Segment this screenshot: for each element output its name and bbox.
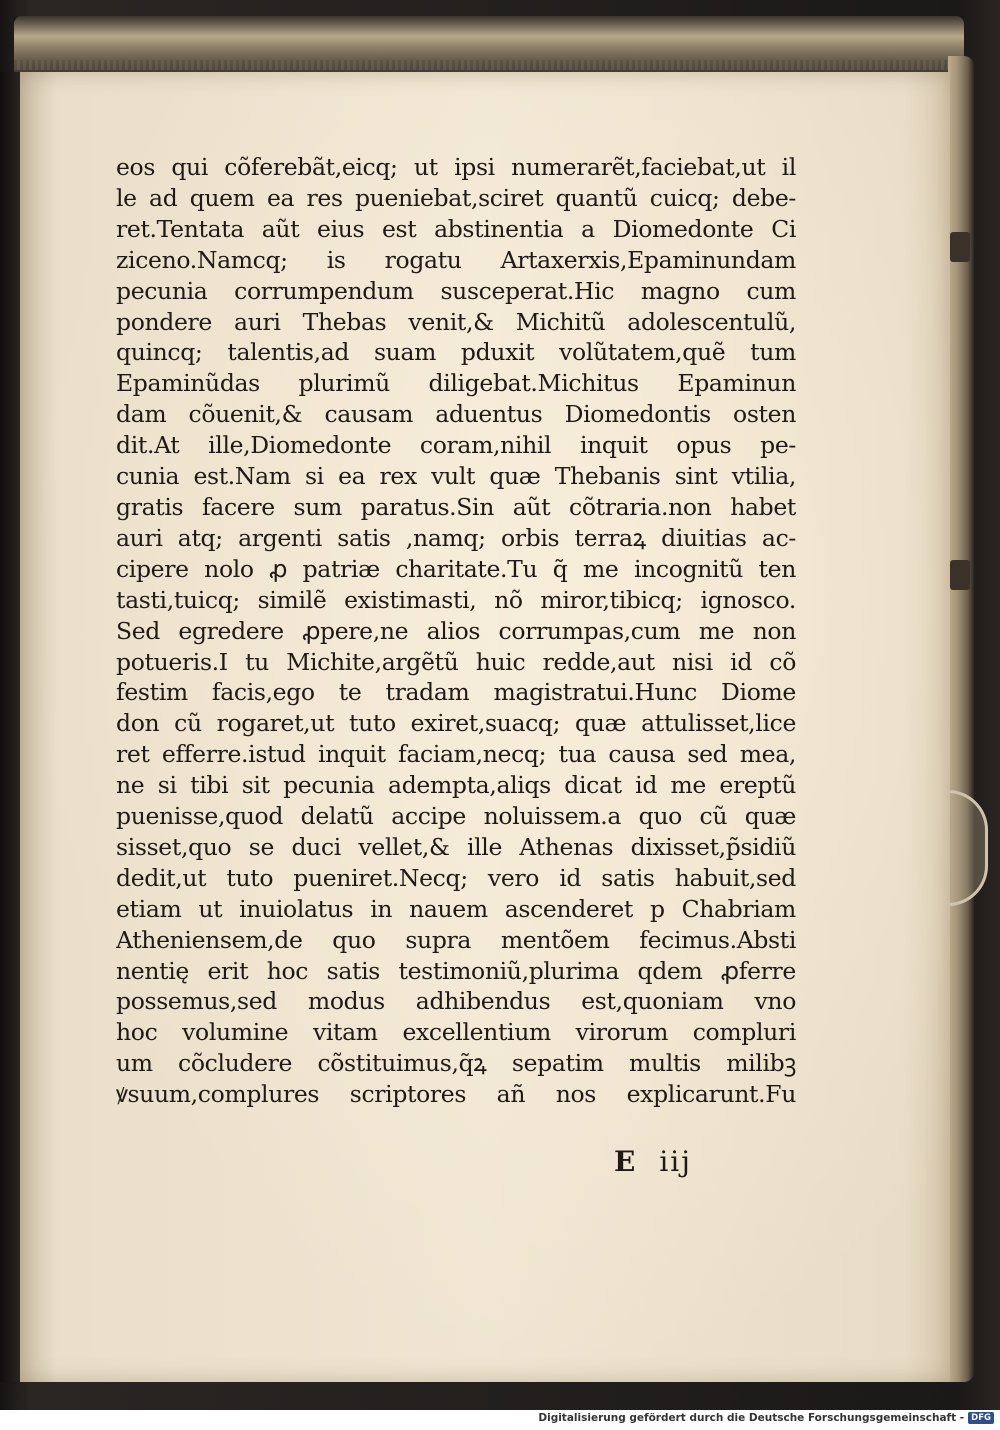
text-line: Epaminũdas plurimũ diligebat.Michitus Epaminun	[116, 369, 796, 398]
text-line: auri atq; argenti satis ,namq; orbis terraꝝ diuitias ac-	[116, 523, 796, 552]
text-line: quincq; talentis,ad suam pduxit volũtatem,quẽ tum	[116, 338, 796, 367]
book-top-edge	[14, 16, 964, 74]
page-tab-marker	[950, 560, 970, 590]
book-page	[20, 72, 950, 1382]
text-line: dit.At ille,Diomedonte coram,nihil inquit opus pe-	[116, 431, 796, 460]
text-line: cipere nolo ꝓ patriæ charitate.Tu q̃ me incognitũ ten	[116, 554, 796, 583]
text-line: pecunia corrumpendum susceperat.Hic magno cum	[116, 276, 796, 305]
text-line: um cõcludere cõstituimus,q̃ꝝ sepatim multis milibꝫ	[116, 1049, 796, 1078]
text-line: gratis facere sum paratus.Sin aũt cõtraria.non habet	[116, 492, 796, 521]
text-line: ꝟsuum,complures scriptores añ nos explicarunt.Fu	[116, 1080, 796, 1109]
text-line: ne si tibi sit pecunia adempta,aliqs dicat id me ereptũ	[116, 771, 796, 800]
text-line: dam cõuenit,& causam aduentus Diomedontis osten	[116, 400, 796, 429]
text-line: le ad quem ea res pueniebat,sciret quantũ cuicq; debe-	[116, 183, 796, 212]
text-line: nentię erit hoc satis testimoniũ,plurima qdem ꝓferre	[116, 956, 796, 985]
text-line: potueris.I tu Michite,argẽtũ huic redde,aut nisi id cõ	[116, 647, 796, 676]
text-line: dedit,ut tuto pueniret.Necq; vero id satis habuit,sed	[116, 863, 796, 892]
text-line: hoc volumine vitam excellentium virorum compluri	[116, 1018, 796, 1047]
page-text-block	[116, 152, 796, 1110]
page-tab-marker	[950, 232, 970, 262]
dfg-credit[interactable]	[538, 1412, 994, 1424]
text-line: cunia est.Nam si ea rex vult quæ Thebanis sint vtilia,	[116, 462, 796, 491]
dfg-logo-icon: DFG	[968, 1412, 994, 1424]
text-line: eos qui cõferebãt,eicq; ut ipsi numerarẽt,faciebat,ut il	[116, 153, 796, 181]
text-line: sisset,quo se duci vellet,& ille Athenas dixisset,p̃sidiũ	[116, 832, 796, 861]
book-left-board	[0, 72, 22, 1382]
text-line: pondere auri Thebas venit,& Michitũ adolescentulũ,	[116, 307, 796, 336]
text-line: possemus,sed modus adhibendus est,quoniam vno	[116, 987, 796, 1016]
credit-text: Digitalisierung gefördert durch die Deutsche Forschungsgemeinschaft -	[538, 1412, 965, 1424]
text-line: festim facis,ego te tradam magistratui.Hunc Diome	[116, 678, 796, 707]
signature-numeral: iij	[659, 1145, 692, 1178]
signature-mark: E iij	[614, 1145, 692, 1178]
text-line: don cũ rogaret,ut tuto exiret,suacq; quæ attulisset,lice	[116, 709, 796, 738]
text-line: etiam ut inuiolatus in nauem ascenderet p Chabriam	[116, 894, 796, 923]
text-line: ret efferre.istud inquit faciam,necq; tua causa sed mea,	[116, 740, 796, 769]
footer-bar	[0, 1410, 1000, 1430]
text-line: Sed egredere ꝓpere,ne alios corrumpas,cum me non	[116, 616, 796, 645]
text-line: Atheniensem,de quo supra mentõem fecimus.Absti	[116, 925, 796, 954]
text-line: ret.Tentata aũt eius est abstinentia a Diomedonte Ci	[116, 214, 796, 243]
text-line: puenisse,quod delatũ accipe noluissem.a quo cũ quæ	[116, 802, 796, 831]
text-line: tasti,tuicq; similẽ existimasti, nõ miror,tibicq; ignosco.	[116, 585, 796, 614]
text-line: ziceno.Namcq; is rogatu Artaxerxis,Epaminundam	[116, 245, 796, 274]
